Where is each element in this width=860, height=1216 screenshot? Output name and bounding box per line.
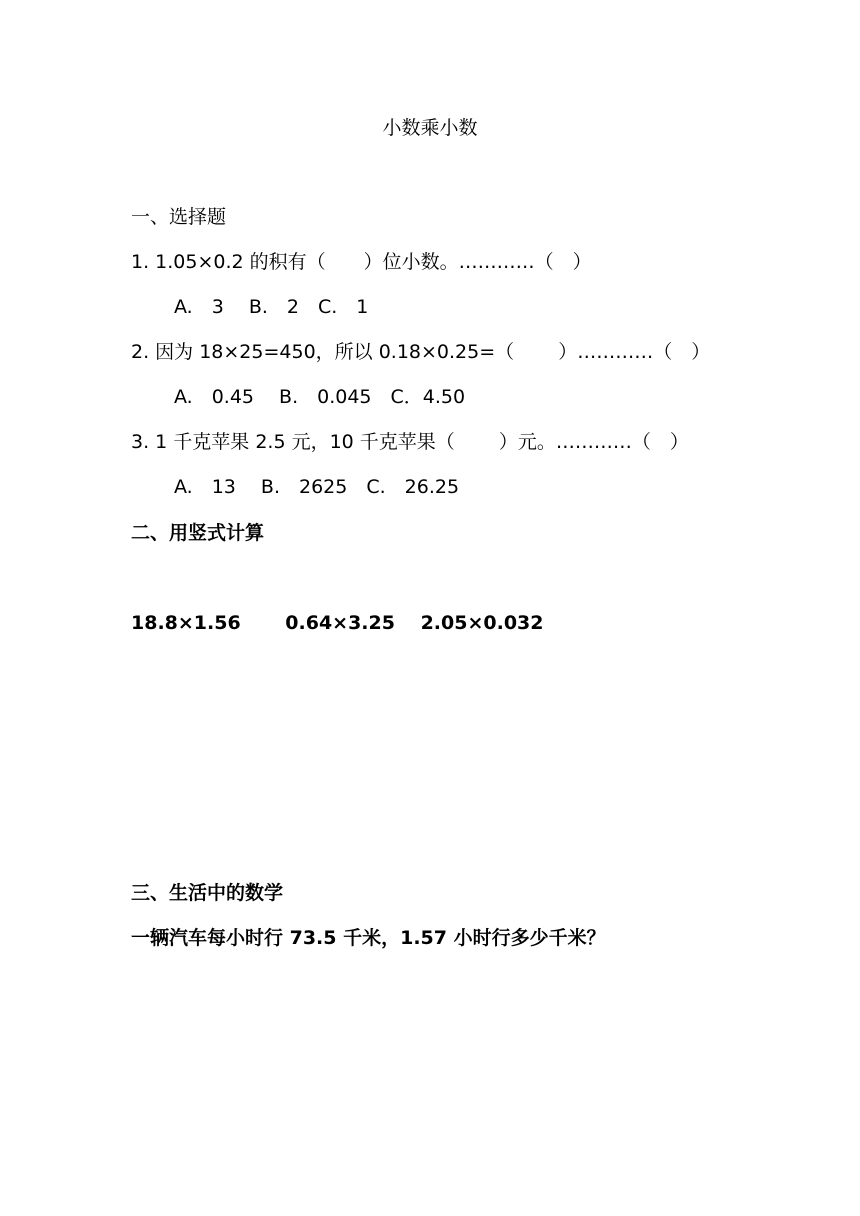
question-1: 1. 1.05×0.2 的积有（ ）位小数。…………（ ）: [131, 251, 592, 273]
calculation-problems: 18.8×1.56 0.64×3.25 2.05×0.032: [131, 612, 544, 634]
question-3-options: A. 13 B. 2625 C. 26.25: [174, 476, 460, 498]
question-2: 2. 因为 18×25=450，所以 0.18×0.25=（ ）…………（ ）: [131, 341, 711, 363]
question-2-options: A. 0.45 B. 0.045 C．4.50: [174, 386, 466, 408]
word-problem: 一辆汽车每小时行 73.5 千米，1.57 小时行多少千米？: [131, 927, 606, 949]
question-1-options: A. 3 B. 2 C. 1: [174, 296, 369, 318]
section-heading-life-math: 三、生活中的数学: [131, 882, 284, 904]
page-title: 小数乘小数: [382, 117, 478, 139]
section-heading-vertical-calc: 二、用竖式计算: [131, 522, 265, 544]
section-heading-choice: 一、选择题: [131, 206, 227, 228]
question-3: 3. 1 千克苹果 2.5 元，10 千克苹果（ ）元。…………（ ）: [131, 431, 689, 453]
